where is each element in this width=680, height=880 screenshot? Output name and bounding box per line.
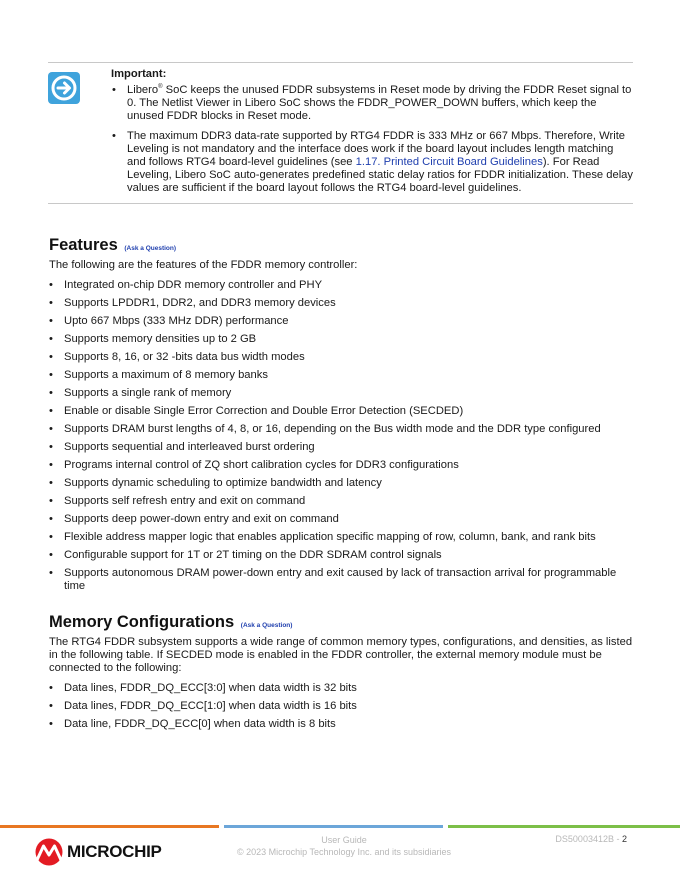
note-item [111, 84, 633, 123]
note-title: Important: [111, 68, 167, 80]
footer-bar-green [448, 825, 680, 828]
features-list [49, 279, 639, 598]
ask-question-link[interactable]: (Ask a Question) [240, 622, 293, 629]
list-item: • Supports autonomous DRAM power-down entry and exit caused by lack of transaction arrival for programmable time [49, 567, 639, 593]
list-item: • Flexible address mapper logic that enables application specific mapping of row, column, bank, and rank bits [49, 531, 639, 544]
registered-mark: ® [158, 84, 163, 90]
list-item: • Supports deep power-down entry and exit on command [49, 513, 639, 526]
important-note [48, 62, 633, 204]
memory-config-list [49, 682, 639, 736]
memory-config-heading [49, 613, 292, 632]
copyright: © 2023 Microchip Technology Inc. and its subsidiaries [236, 847, 452, 857]
list-item: • Supports sequential and interleaved burst ordering [49, 441, 639, 454]
list-item: • Supports 8, 16, or 32 -bits data bus width modes [49, 351, 639, 364]
footer-center [200, 834, 488, 858]
memory-config-intro: The RTG4 FDDR subsystem supports a wide range of common memory types, configurations, and densities, as listed in the following table. If SECDED mode is enabled in the FDDR controller, the external memory module must be connected to the following: [49, 636, 633, 674]
list-item: • Supports a maximum of 8 memory banks [49, 369, 639, 382]
pcb-guidelines-link[interactable]: 1.17. Printed Circuit Board Guidelines [355, 156, 543, 168]
list-item: • Supports self refresh entry and exit on command [49, 495, 639, 508]
features-heading [49, 236, 176, 255]
page-number: 2 [621, 834, 627, 844]
list-item: • Data lines, FDDR_DQ_ECC[3:0] when data width is 32 bits [49, 682, 639, 695]
list-item: • Integrated on-chip DDR memory controller and PHY [49, 279, 639, 292]
note-list [111, 84, 633, 195]
doc-number: DS50003412B [555, 834, 614, 844]
footer-bar-orange [0, 825, 219, 828]
microchip-logo-icon [34, 838, 64, 866]
microchip-logo [34, 838, 162, 866]
list-item: • Supports memory densities up to 2 GB [49, 333, 639, 346]
arrow-right-icon [48, 72, 80, 104]
separator: - [613, 834, 622, 844]
footer-bar-blue [224, 825, 443, 828]
note-text: The maximum DDR3 data-rate supported by RTG4 FDDR is 333 MHz or 667 Mbps. Therefore, Write Leveling is not mandatory and the interface does work if the board layout includes length matching and follows RTG4 board-level guidelines (see [127, 130, 626, 168]
doc-type: User Guide [321, 835, 367, 845]
section-title: Features [49, 236, 118, 254]
list-item: • Supports a single rank of memory [49, 387, 639, 400]
list-item: • Supports DRAM burst lengths of 4, 8, or 16, depending on the Bus width mode and the DDR type configured [49, 423, 639, 436]
list-item: • Data line, FDDR_DQ_ECC[0] when data width is 8 bits [49, 718, 639, 731]
features-intro: The following are the features of the FDDR memory controller: [49, 259, 358, 271]
list-item: • Upto 667 Mbps (333 MHz DDR) performance [49, 315, 639, 328]
list-item: • Enable or disable Single Error Correction and Double Error Detection (SECDED) [49, 405, 639, 418]
note-item [111, 130, 633, 195]
footer-right [555, 834, 627, 844]
note-text: SoC keeps the unused FDDR subsystems in Reset mode by driving the FDDR Reset signal to 0. The Netlist Viewer in Libero SoC shows the FDDR_POWER_DOWN buffers, which keep the unused FDDR blocks in Reset mode. [127, 84, 632, 122]
list-item: • Configurable support for 1T or 2T timing on the DDR SDRAM control signals [49, 549, 639, 562]
brand-name: Libero [127, 84, 159, 96]
list-item: • Supports dynamic scheduling to optimize bandwidth and latency [49, 477, 639, 490]
ask-question-link[interactable]: (Ask a Question) [124, 245, 177, 252]
list-item: • Data lines, FDDR_DQ_ECC[1:0] when data width is 16 bits [49, 700, 639, 713]
list-item: • Supports LPDDR1, DDR2, and DDR3 memory devices [49, 297, 639, 310]
section-title: Memory Configurations [49, 613, 235, 631]
list-item: • Programs internal control of ZQ short calibration cycles for DDR3 configurations [49, 459, 639, 472]
note-text: ). For Read Leveling, Libero SoC auto-generates predefined static delay ratios for FDDR initialization. These delay values are sufficient if the board layout follows the RTG4 board-level guidelines. [127, 156, 633, 194]
logo-text: MICROCHIP [67, 842, 162, 861]
